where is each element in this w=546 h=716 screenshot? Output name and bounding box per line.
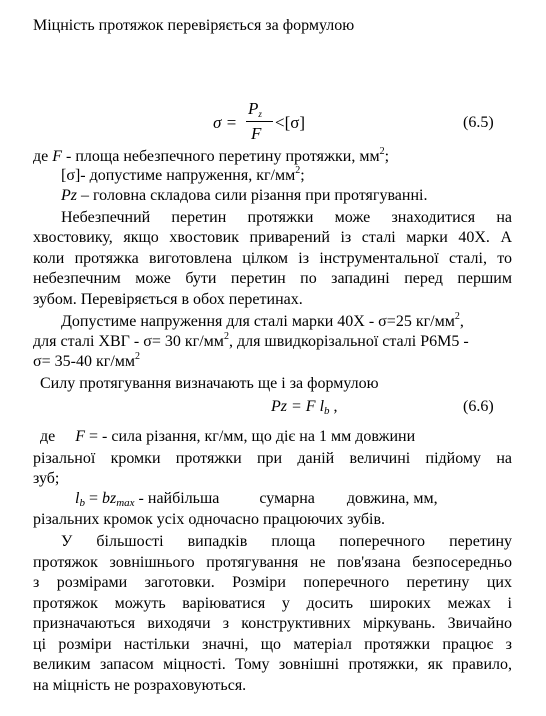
formula-6-5-number: (6.5) xyxy=(463,114,494,131)
paragraph-3: Силу протягування визначають ще і за формулою xyxy=(40,375,379,392)
para4-line: призначаються виходячи з конструктивних міркувань. Звичайно xyxy=(33,615,512,632)
where5-line2: різальних кромок усіх одночасно працюючих зубів. xyxy=(33,511,386,528)
where4-line3: зуб; xyxy=(33,470,60,487)
where4-line1: де F = - сила різання, кг/мм, що діє на 1 мм довжини xyxy=(40,428,416,445)
para4-line: протяжок зовнішнього протягування не пов'язана безпосередньо xyxy=(33,554,512,571)
formula-numerator: $P_z$ xyxy=(248,99,262,119)
para1-line: зубом. Перевіряється в обох перетинах. xyxy=(33,291,303,308)
formula-denominator: F xyxy=(251,124,262,143)
para4-line: великим запасом міцності. Тому зовнішні протяжки, як правило, xyxy=(33,656,512,673)
para4-line: У більшості випадків площа поперечного перетину xyxy=(61,533,512,550)
para2-line3: σ= 35-40 $кг/мм^2$ xyxy=(33,351,141,370)
formula-6-5 xyxy=(213,99,353,149)
para1-line: коли протяжка виготовлена цілком із інструментальної сталі, то xyxy=(33,250,512,267)
where5-line1: $l_b = bz_{max}$ - найбільша сумарна довжина, мм, xyxy=(75,490,438,509)
heading: Міцність протяжок перевіряється за формулою xyxy=(33,17,355,34)
para4-line: протяжок можуть варіюватися у досить широких межах і xyxy=(33,595,512,612)
where-stress: [σ]- допустиме напруження, $кг/мм^2$; xyxy=(61,165,305,184)
formula-6-6-number: (6.6) xyxy=(463,398,494,415)
formula-lhs: σ = xyxy=(213,113,238,132)
formula-rhs: <[σ] xyxy=(275,113,306,132)
para1-line: хвостовику, якщо хвостовик приварений із сталі марки 40Х. А xyxy=(33,229,512,246)
para2-line2: для сталі ХВГ - σ= 30 $кг/мм^2$, для швидкорізальної сталі Р6М5 - xyxy=(33,331,469,350)
where-force: Pz – головна складова сили різання при протягуванні. xyxy=(61,187,428,204)
where4-line2: різальної кромки протяжки при даній величині підйому на xyxy=(33,450,512,467)
where-area: де F - площа небезпечного перетину протяжки, $мм^2$; xyxy=(33,146,390,165)
para1-line: небезпечним може бути перетин по западині перед першим xyxy=(33,270,512,287)
para4-line: на міцність не розраховуються. xyxy=(33,677,247,694)
para2-line1: Допустиме напруження для сталі марки 40Х - σ=25 $кг/мм^2$, xyxy=(61,311,464,330)
formula-6-6: Pz = F $l_b$ , xyxy=(271,398,338,417)
para4-line: з розмірами заготовки. Розміри поперечного перетину цих xyxy=(33,574,512,591)
para4-line: ці розміри настільки значні, що матеріал протяжки працює з xyxy=(33,636,512,653)
para1-line: Небезпечний перетин протяжки може знаходитися на xyxy=(61,209,512,226)
fraction-bar xyxy=(246,121,273,122)
